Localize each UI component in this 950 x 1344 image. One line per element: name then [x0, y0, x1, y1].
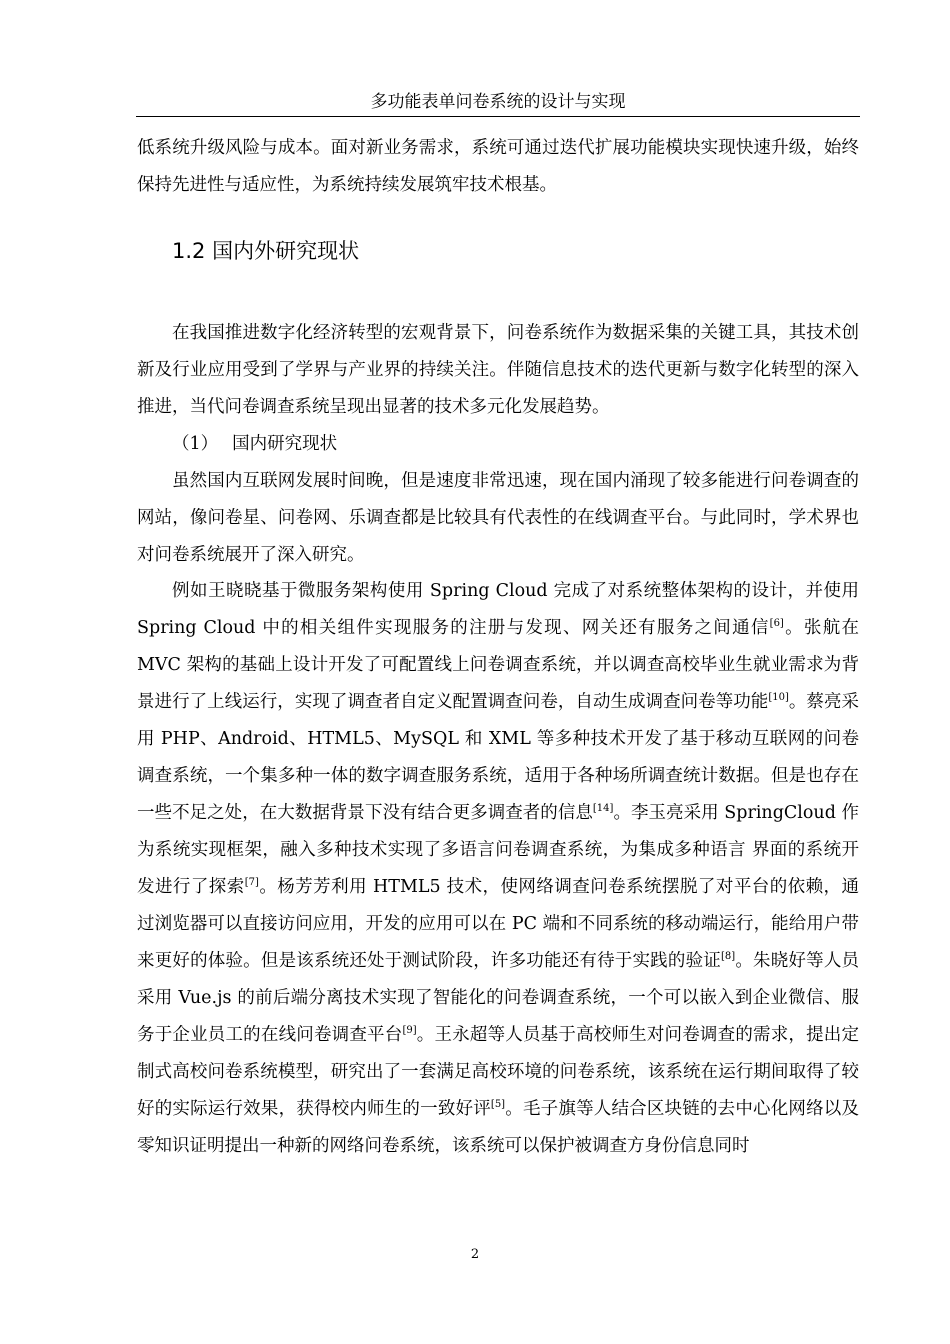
- citation-marker: [9]: [402, 1025, 417, 1036]
- examples-text-6: 。朱晓好等人员采用 Vue.js 的前后端分离技术实现了智能化的问卷调查系统，一个可以嵌入到企业微信、服务于企业员工的在线问卷调查平台: [137, 951, 860, 1045]
- header-rule: [136, 116, 860, 117]
- citation-marker: [6]: [769, 618, 784, 629]
- examples-paragraph: [137, 573, 859, 1165]
- domestic-research-paragraph: 虽然国内互联网发展时间晚，但是速度非常迅速，现在国内涌现了较多能进行问卷调查的网站，像问卷星、问卷网、乐调查都是比较具有代表性的在线调查平台。与此同时，学术界也对问卷系统展开了深入研究。: [137, 471, 859, 565]
- examples-text-2: 。张航在 MVC 架构的基础上设计开发了可配置线上问卷调查系统，并以调查高校毕业生就业需求为背景进行了上线运行，实现了调查者自定义配置调查问卷，自动生成调查问卷等功能: [137, 618, 860, 712]
- subsection-number: （1）: [172, 434, 219, 454]
- subsection-heading: [172, 426, 337, 463]
- citation-marker: [10]: [768, 692, 789, 703]
- examples-text-3: 。蔡亮采用 PHP、Android、HTML5、MySQL 和 XML 等多种技术开发了基于移动互联网的问卷调查系统，一个集多种一体的数字调查服务系统，适用于各种场所调查统计数据。但是也存在一些不足之处，在大数据背景下没有结合更多调查者的信息: [137, 692, 860, 823]
- citation-marker: [7]: [244, 877, 259, 888]
- running-header-title: 多功能表单问卷系统的设计与实现: [370, 92, 626, 112]
- citation-marker: [14]: [592, 803, 614, 814]
- examples-text-8: 。毛子旗等人结合区块链的去中心化网络以及零知识证明提出一种新的网络问卷系统，该系统可以保护被调查方身份信息同时: [137, 1099, 860, 1156]
- section-heading: 1.2 国内外研究现状: [172, 239, 360, 263]
- examples-text-1: 例如王晓晓基于微服务架构使用 Spring Cloud 完成了对系统整体架构的设计，并使用 Spring Cloud 中的相关组件实现服务的注册与发现、网关还有服务之间通信: [137, 581, 859, 638]
- subsection-title: 国内研究现状: [232, 434, 338, 454]
- page-number: 2: [470, 1247, 480, 1262]
- examples-text-4: 。李玉亮采用 SpringCloud 作为系统实现框架，融入多种技术实现了多语言问卷调查系统，为集成多种语言 界面的系统开发进行了探索: [137, 803, 859, 897]
- examples-text-5: 。杨芳芳利用 HTML5 技术，使网络调查问卷系统摆脱了对平台的依赖，通过浏览器可以直接访问应用，开发的应用可以在 PC 端和不同系统的移动端运行，能给用户带来更好的体验。但是该系统还处于测试阶段，许多功能还有待于实践的验证: [137, 877, 860, 971]
- continued-paragraph: 低系统升级风险与成本。面对新业务需求，系统可通过迭代扩展功能模块实现快速升级，始终保持先进性与适应性，为系统持续发展筑牢技术根基。: [137, 138, 859, 195]
- citation-marker: [5]: [490, 1099, 506, 1110]
- examples-text-7: 。王永超等人员基于高校师生对问卷调查的需求，提出定制式高校问卷系统模型，研究出了一套满足高校环境的问卷系统，该系统在运行期间取得了较好的实际运行效果，获得校内师生的一致好评: [137, 1025, 860, 1119]
- intro-paragraph: 在我国推进数字化经济转型的宏观背景下，问卷系统作为数据采集的关键工具，其技术创新及行业应用受到了学界与产业界的持续关注。伴随信息技术的迭代更新与数字化转型的深入推进，当代问卷调查系统呈现出显著的技术多元化发展趋势。: [137, 323, 859, 417]
- citation-marker: [8]: [720, 951, 736, 962]
